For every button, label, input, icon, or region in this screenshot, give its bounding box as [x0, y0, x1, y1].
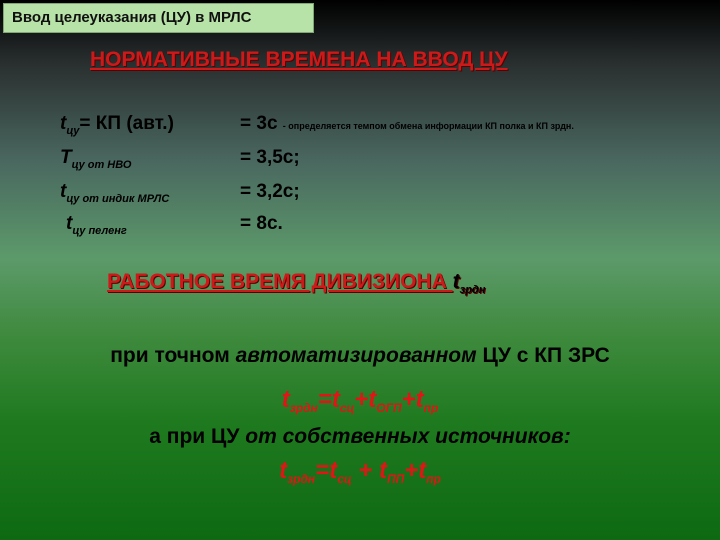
- line-automated-cu: [0, 344, 720, 368]
- f1-sub-sc: сц: [339, 401, 355, 415]
- line2-a: а при ЦУ: [149, 425, 246, 448]
- line1-a: при точном: [110, 344, 236, 367]
- row-subscript: цу от индик МРЛС: [66, 193, 170, 205]
- heading-division-work-time: [107, 270, 485, 294]
- heading2-symbol: t: [452, 270, 460, 293]
- f2-sub-pp: ПП: [386, 472, 405, 486]
- heading2-subscript: зрдн: [459, 284, 486, 296]
- row-label-after: = КП (авт.): [79, 113, 174, 134]
- row-symbol: t: [60, 181, 67, 202]
- line1-b: автоматизированном: [235, 344, 477, 367]
- f2-t: t: [279, 457, 288, 484]
- row-value: = 3с: [240, 113, 278, 134]
- line1-c: ЦУ с КП ЗРС: [476, 344, 610, 367]
- row-subscript: цу от НВО: [71, 159, 132, 171]
- row-symbol: t: [66, 213, 73, 234]
- row-tcu-nvo-value: = 3,5с;: [240, 147, 300, 168]
- f1-sub-pr: пр: [423, 401, 439, 415]
- f1-plus2: +t: [401, 386, 424, 413]
- row-tcu-value: [240, 113, 574, 135]
- row-symbol: T: [60, 147, 72, 168]
- f2-sub-zrdn: зрдн: [287, 472, 316, 486]
- row-tcu-mrls-value: = 3,2с;: [240, 181, 300, 202]
- line-own-sources: [0, 425, 720, 449]
- f2-sub-pr: пр: [426, 472, 441, 486]
- f2-plus2: +t: [404, 457, 427, 484]
- f1-t: t: [281, 386, 290, 413]
- f1-plus1: +t: [354, 386, 377, 413]
- row-tcu-peleng-value: = 8с.: [240, 213, 283, 234]
- f2-eq: =t: [315, 457, 338, 484]
- f1-sub-ogp: ОГП: [376, 401, 402, 415]
- slide-tag: Ввод целеуказания (ЦУ) в МРЛС: [3, 3, 314, 33]
- row-tcu-peleng: [66, 213, 127, 235]
- heading2-text: РАБОТНОЕ ВРЕМЯ ДИВИЗИОНА: [107, 270, 453, 293]
- row-symbol: t: [60, 113, 67, 134]
- row-subscript: цу: [66, 125, 80, 137]
- row-tcu-nvo: [60, 147, 131, 169]
- heading-normative-times: НОРМАТИВНЫЕ ВРЕМЕНА НА ВВОД ЦУ: [90, 48, 508, 71]
- formula-automated: [0, 386, 720, 414]
- f1-eq: =t: [317, 386, 340, 413]
- row-subscript: цу пеленг: [72, 225, 127, 237]
- row-note: - определяется темпом обмена информации КП полка и КП зрдн.: [282, 121, 574, 131]
- line2-b: от собственных источников:: [245, 425, 571, 448]
- f2-plus1: + t: [351, 457, 387, 484]
- row-tcu-mrls: [60, 181, 169, 203]
- f2-sub-sc: сц: [337, 472, 352, 486]
- formula-own-sources: [0, 457, 720, 485]
- row-tcu: [60, 113, 174, 135]
- f1-sub-zrdn: зрдн: [289, 401, 318, 415]
